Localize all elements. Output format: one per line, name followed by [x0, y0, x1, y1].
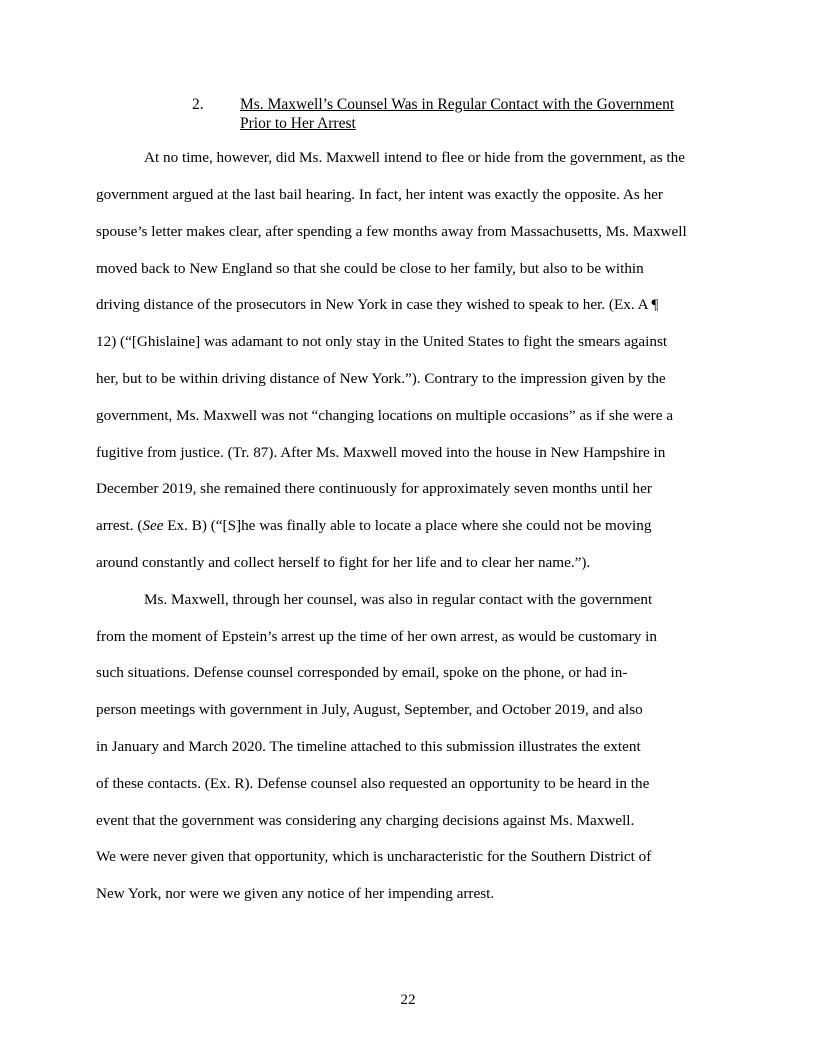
paragraph-2-line: in January and March 2020. The timeline attached to this submission illustrates the extent	[96, 738, 641, 755]
paragraph-2-line: such situations. Defense counsel corresponded by email, spoke on the phone, or had in-	[96, 664, 628, 681]
paragraph-1-line: government, Ms. Maxwell was not “changing locations on multiple occasions” as if she were a	[96, 407, 673, 424]
paragraph-2-line: person meetings with government in July, August, September, and October 2019, and also	[96, 701, 643, 718]
line-text: Ex. B) (“[S]he was finally able to locate a place where she could not be moving	[163, 517, 652, 534]
paragraph-1-line: her, but to be within driving distance of New York.”). Contrary to the impression given by the	[96, 370, 666, 387]
paragraph-1-line: spouse’s letter makes clear, after spending a few months away from Massachusetts, Ms. Maxwell	[96, 223, 687, 240]
paragraph-2-line: We were never given that opportunity, which is uncharacteristic for the Southern District of	[96, 848, 652, 865]
paragraph-1-line: driving distance of the prosecutors in New York in case they wished to speak to her. (Ex. A ¶	[96, 296, 659, 313]
paragraph-1-line: moved back to New England so that she could be close to her family, but also to be within	[96, 260, 644, 277]
line-text: arrest. (	[96, 517, 143, 534]
section-title-line-1: Ms. Maxwell’s Counsel Was in Regular Contact with the Government	[240, 96, 675, 113]
paragraph-1-line: 12) (“[Ghislaine] was adamant to not only stay in the United States to fight the smears against	[96, 333, 668, 350]
paragraph-2-line: Ms. Maxwell, through her counsel, was also in regular contact with the government	[144, 591, 653, 608]
paragraph-1-line: fugitive from justice. (Tr. 87). After Ms. Maxwell moved into the house in New Hampshire in	[96, 444, 666, 461]
paragraph-1-line	[96, 516, 651, 536]
paragraph-2-line: of these contacts. (Ex. R). Defense counsel also requested an opportunity to be heard in the	[96, 775, 650, 792]
paragraph-2-line: from the moment of Epstein’s arrest up the time of her own arrest, as would be customary in	[96, 628, 657, 645]
page-number: 22	[400, 991, 416, 1008]
paragraph-1-line: government argued at the last bail hearing. In fact, her intent was exactly the opposite. As her	[96, 186, 663, 203]
paragraph-1-line: around constantly and collect herself to fight for her life and to clear her name.”).	[96, 554, 591, 571]
paragraph-2-line: New York, nor were we given any notice of her impending arrest.	[96, 885, 495, 902]
paragraph-1-line: December 2019, she remained there continuously for approximately seven months until her	[96, 480, 652, 497]
paragraph-1-line: At no time, however, did Ms. Maxwell intend to flee or hide from the government, as the	[144, 149, 685, 166]
italic-signal: See	[142, 517, 164, 534]
section-number: 2.	[192, 96, 204, 113]
section-title-line-2: Prior to Her Arrest	[240, 115, 356, 132]
paragraph-2-line: event that the government was considering any charging decisions against Ms. Maxwell.	[96, 812, 635, 829]
section-title	[240, 95, 740, 133]
